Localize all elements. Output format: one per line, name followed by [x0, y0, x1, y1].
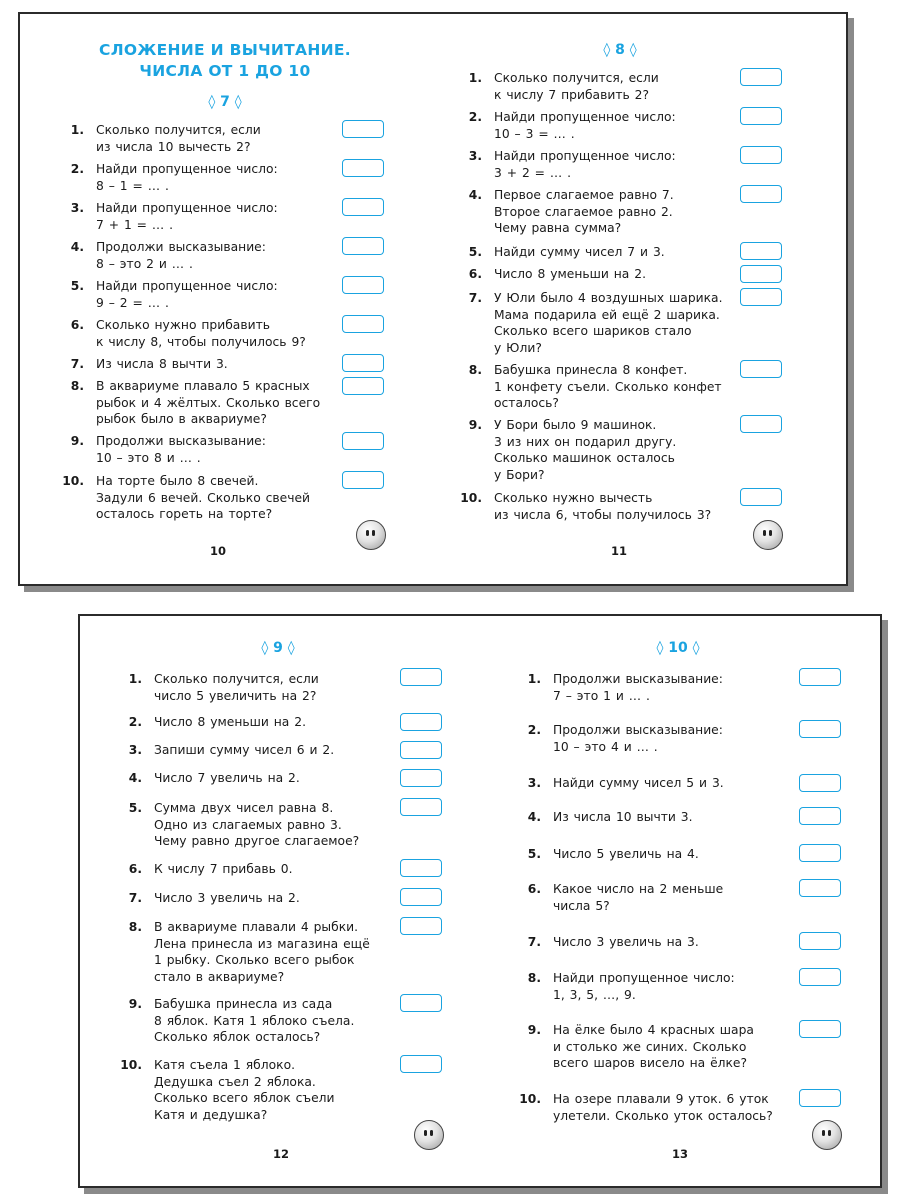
question-number: 10. [120, 1058, 142, 1072]
question-text: На озере плавали 9 уток. 6 уток улетели. Сколько уток осталось? [553, 1092, 773, 1123]
question-number: 7. [128, 891, 142, 905]
question-text: Сколько получится, если число 5 увеличить на 2? [154, 672, 319, 703]
question-text: Найди пропущенное число: 8 – 1 = … . [96, 162, 278, 193]
answer-box[interactable] [740, 288, 782, 306]
question-number: 1. [527, 672, 541, 686]
title-line-1: СЛОЖЕНИЕ И ВЫЧИТАНИЕ. [99, 41, 351, 59]
question-number: 3. [128, 743, 142, 757]
question-text: Найди пропущенное число: 1, 3, 5, …, 9. [553, 971, 735, 1002]
question-number: 10. [62, 474, 84, 488]
section-9-heading: ◊ 9 ◊ [261, 640, 295, 656]
question-text: Бабушка принесла из сада 8 яблок. Катя 1 яблоко съела. Сколько яблок осталось? [154, 997, 355, 1044]
question-number: 4. [128, 771, 142, 785]
question-text: Какое число на 2 меньше числа 5? [553, 882, 724, 913]
page-number-10: 10 [210, 544, 227, 558]
question-text: Найди сумму чисел 7 и 3. [494, 245, 665, 259]
question-number: 6. [128, 862, 142, 876]
question-number: 2. [527, 723, 541, 737]
question-text: На ёлке было 4 красных шара и столько же синих. Сколько всего шаров висело на ёлке? [553, 1023, 754, 1070]
answer-box[interactable] [799, 1089, 841, 1107]
question-text: Продолжи высказывание: 7 – это 1 и … . [553, 672, 723, 703]
question-text: Число 8 уменьши на 2. [494, 267, 646, 281]
question-number: 5. [527, 847, 541, 861]
question-number: 8. [468, 363, 482, 377]
question-number: 9. [527, 1023, 541, 1037]
answer-box[interactable] [342, 276, 384, 294]
answer-box[interactable] [740, 68, 782, 86]
question-text: У Юли было 4 воздушных шарика. Мама подарила ей ещё 2 шарика. Сколько всего шариков стало у Юли? [494, 291, 723, 355]
question-text: В аквариуме плавало 5 красных рыбок и 4 жёлтых. Сколько всего рыбок было в аквариуме? [96, 379, 321, 426]
answer-box[interactable] [799, 807, 841, 825]
question-text: Запиши сумму чисел 6 и 2. [154, 743, 335, 757]
answer-box[interactable] [799, 774, 841, 792]
answer-box[interactable] [799, 879, 841, 897]
answer-box[interactable] [740, 185, 782, 203]
bottom-spread [78, 614, 882, 1188]
question-text: Сколько нужно прибавить к числу 8, чтобы получилось 9? [96, 318, 306, 349]
question-text: Продолжи высказывание: 10 – это 8 и … . [96, 434, 266, 465]
question-text: Число 5 увеличь на 4. [553, 847, 699, 861]
question-number: 3. [527, 776, 541, 790]
answer-box[interactable] [799, 668, 841, 686]
answer-box[interactable] [342, 354, 384, 372]
question-text: Найди пропущенное число: 3 + 2 = … . [494, 149, 676, 180]
question-number: 3. [468, 149, 482, 163]
question-text: Продолжи высказывание: 10 – это 4 и … . [553, 723, 723, 754]
question-text: Бабушка принесла 8 конфет. 1 конфету съели. Сколько конфет осталось? [494, 363, 722, 410]
question-number: 1. [468, 71, 482, 85]
question-text: Найди пропущенное число: 7 + 1 = … . [96, 201, 278, 232]
question-number: 3. [70, 201, 84, 215]
question-number: 6. [527, 882, 541, 896]
question-text: У Бори было 9 машинок. 3 из них он подарил другу. Сколько машинок осталось у Бори? [494, 418, 677, 482]
answer-box[interactable] [342, 159, 384, 177]
question-number: 9. [468, 418, 482, 432]
question-text: Число 8 уменьши на 2. [154, 715, 306, 729]
answer-box[interactable] [799, 844, 841, 862]
question-number: 2. [468, 110, 482, 124]
question-text: Число 3 увеличь на 2. [154, 891, 300, 905]
title-line-2: ЧИСЛА ОТ 1 ДО 10 [139, 62, 311, 80]
question-text: Число 3 увеличь на 3. [553, 935, 699, 949]
answer-box[interactable] [400, 1055, 442, 1073]
question-number: 5. [70, 279, 84, 293]
question-number: 1. [70, 123, 84, 137]
page-number-12: 12 [273, 1147, 290, 1161]
question-number: 4. [527, 810, 541, 824]
answer-box[interactable] [799, 1020, 841, 1038]
answer-box[interactable] [740, 415, 782, 433]
question-number: 9. [128, 997, 142, 1011]
answer-box[interactable] [740, 107, 782, 125]
question-number: 4. [468, 188, 482, 202]
question-text: На торте было 8 свечей. Задули 6 вечей. Сколько свечей осталось гореть на торте? [96, 474, 311, 521]
smiley-icon [414, 1120, 444, 1150]
answer-box[interactable] [740, 488, 782, 506]
question-number: 10. [460, 491, 482, 505]
question-number: 9. [70, 434, 84, 448]
answer-box[interactable] [740, 265, 782, 283]
section-8-heading: ◊ 8 ◊ [603, 42, 637, 58]
question-text: Найди сумму чисел 5 и 3. [553, 776, 724, 790]
question-number: 7. [468, 291, 482, 305]
question-number: 2. [70, 162, 84, 176]
question-number: 2. [128, 715, 142, 729]
answer-box[interactable] [400, 994, 442, 1012]
question-number: 5. [128, 801, 142, 815]
question-text: Найди пропущенное число: 9 – 2 = … . [96, 279, 278, 310]
answer-box[interactable] [342, 471, 384, 489]
section-7-heading: ◊ 7 ◊ [208, 94, 242, 110]
question-text: В аквариуме плавали 4 рыбки. Лена принесла из магазина ещё 1 рыбку. Сколько всего рыбок стало в аквариуме? [154, 920, 370, 984]
question-text: К числу 7 прибавь 0. [154, 862, 293, 876]
answer-box[interactable] [400, 888, 442, 906]
smiley-icon [753, 520, 783, 550]
question-number: 1. [128, 672, 142, 686]
answer-box[interactable] [400, 798, 442, 816]
question-text: Катя съела 1 яблоко. Дедушка съел 2 яблока. Сколько всего яблок съели Катя и дедушка? [154, 1058, 335, 1122]
question-number: 4. [70, 240, 84, 254]
question-text: Найди пропущенное число: 10 – 3 = … . [494, 110, 676, 141]
question-text: Сколько получится, если из числа 10 вычесть 2? [96, 123, 261, 154]
question-number: 8. [527, 971, 541, 985]
question-number: 6. [468, 267, 482, 281]
question-text: Число 7 увеличь на 2. [154, 771, 300, 785]
answer-box[interactable] [400, 713, 442, 731]
section-10-heading: ◊ 10 ◊ [656, 640, 700, 656]
question-number: 5. [468, 245, 482, 259]
question-text: Сумма двух чисел равна 8. Одно из слагаемых равно 3. Чему равно другое слагаемое? [154, 801, 360, 848]
page-number-11: 11 [611, 544, 628, 558]
question-number: 10. [519, 1092, 541, 1106]
question-number: 7. [70, 357, 84, 371]
smiley-icon [812, 1120, 842, 1150]
question-text: Из числа 10 вычти 3. [553, 810, 693, 824]
question-number: 8. [70, 379, 84, 393]
answer-box[interactable] [740, 242, 782, 260]
answer-box[interactable] [799, 968, 841, 986]
answer-box[interactable] [342, 377, 384, 395]
answer-box[interactable] [799, 720, 841, 738]
answer-box[interactable] [740, 146, 782, 164]
answer-box[interactable] [342, 120, 384, 138]
question-text: Сколько получится, если к числу 7 прибавить 2? [494, 71, 659, 102]
top-spread [18, 12, 848, 586]
smiley-icon [356, 520, 386, 550]
answer-box[interactable] [400, 859, 442, 877]
answer-box[interactable] [400, 668, 442, 686]
answer-box[interactable] [342, 432, 384, 450]
question-text: Из числа 8 вычти 3. [96, 357, 228, 371]
question-number: 8. [128, 920, 142, 934]
answer-box[interactable] [342, 198, 384, 216]
question-text: Сколько нужно вычесть из числа 6, чтобы получилось 3? [494, 491, 712, 522]
answer-box[interactable] [342, 237, 384, 255]
answer-box[interactable] [740, 360, 782, 378]
answer-box[interactable] [400, 769, 442, 787]
question-number: 7. [527, 935, 541, 949]
page-title [80, 40, 370, 82]
answer-box[interactable] [400, 741, 442, 759]
answer-box[interactable] [799, 932, 841, 950]
question-text: Продолжи высказывание: 8 – это 2 и … . [96, 240, 266, 271]
page-number-13: 13 [672, 1147, 689, 1161]
question-number: 6. [70, 318, 84, 332]
answer-box[interactable] [400, 917, 442, 935]
answer-box[interactable] [342, 315, 384, 333]
question-text: Первое слагаемое равно 7. Второе слагаемое равно 2. Чему равна сумма? [494, 188, 674, 235]
